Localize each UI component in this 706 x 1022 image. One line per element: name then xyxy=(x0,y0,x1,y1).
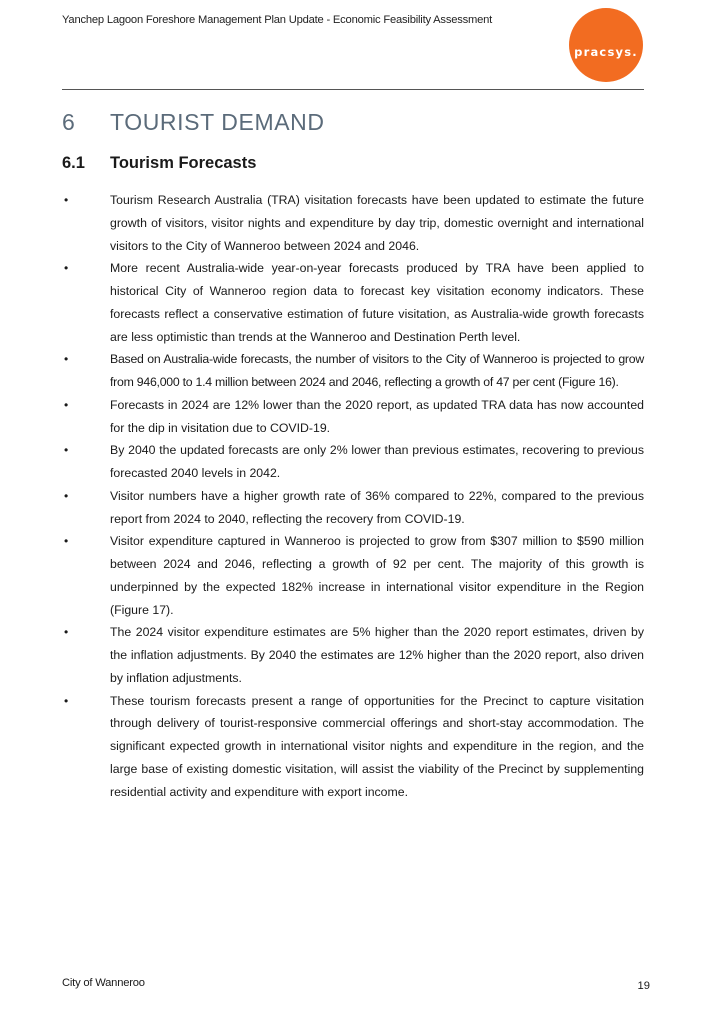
bullet-icon: • xyxy=(64,193,69,207)
bullet-text: Visitor expenditure captured in Wanneroo is projected to grow from $307 million to $590 million between 2024 and 2046, reflecting a growth of 92 per cent. The majority of this growth is underpinned by the expected 182% increase in international visitor expenditure in the Region (Figure 17). xyxy=(110,534,644,617)
chapter-number: 6 xyxy=(62,109,76,135)
header-divider xyxy=(62,89,644,90)
list-item xyxy=(62,189,644,257)
bullet-text: Visitor numbers have a higher growth rate of 36% compared to 22%, compared to the previous report from 2024 to 2040, reflecting the recovery from COVID-19. xyxy=(110,488,644,526)
section-number: 6.1 xyxy=(62,154,85,172)
bullet-text: Tourism Research Australia (TRA) visitation forecasts have been updated to estimate the future growth of visitors, visitor nights and expenditure by day trip, domestic overnight and international visitors to the City of Wanneroo between 2024 and 2046. xyxy=(110,193,644,253)
chapter-title: TOURIST DEMAND xyxy=(110,109,325,135)
pracsys-logo xyxy=(569,8,643,82)
bullet-icon: • xyxy=(64,625,69,640)
bullet-icon: • xyxy=(64,534,69,549)
bullet-icon: • xyxy=(64,443,69,458)
document-header-title: Yanchep Lagoon Foreshore Management Plan Update - Economic Feasibility Assessment xyxy=(62,14,493,26)
section-title: Tourism Forecasts xyxy=(110,154,257,172)
list-item xyxy=(62,485,644,531)
section-heading xyxy=(62,154,256,173)
bullet-icon: • xyxy=(64,352,69,367)
bullet-icon: • xyxy=(64,488,69,503)
list-item xyxy=(62,394,644,440)
bullet-text: Based on Australia-wide forecasts, the number of visitors to the City of Wanneroo is projected to grow from 946,000 to 1.4 million between 2024 and 2046, reflecting a growth of 47 per cent (Figure 16). xyxy=(110,352,644,389)
list-item xyxy=(62,257,644,348)
list-item xyxy=(62,439,644,485)
footer-organisation: City of Wanneroo xyxy=(62,977,145,989)
bullet-text: Forecasts in 2024 are 12% lower than the 2020 report, as updated TRA data has now accounted for the dip in visitation due to COVID-19. xyxy=(110,397,644,435)
bullet-text: By 2040 the updated forecasts are only 2% lower than previous estimates, recovering to previous forecasted 2040 levels in 2042. xyxy=(110,443,644,480)
page-number: 19 xyxy=(637,980,650,992)
logo-text: pracsys. xyxy=(574,45,638,59)
list-item xyxy=(62,690,644,804)
bullet-icon: • xyxy=(64,397,69,412)
bullet-icon: • xyxy=(64,693,69,708)
bullet-text: These tourism forecasts present a range of opportunities for the Precinct to capture visitation through delivery of tourist-responsive commercial offerings and short-stay accommodation. The significant expected growth in international visitor nights and expenditure in the region, and the large base of existing domestic visitation, will assist the viability of the Precinct by supplementing residential activity and expenditure with export income. xyxy=(110,693,644,799)
bullet-text: The 2024 visitor expenditure estimates are 5% higher than the 2020 report estimates, driven by the inflation adjustments. By 2040 the estimates are 12% higher than the 2020 report, also driven by inflation adjustments. xyxy=(110,625,644,685)
list-item xyxy=(62,348,644,394)
bullet-icon: • xyxy=(64,261,69,276)
chapter-heading xyxy=(62,109,325,136)
list-item xyxy=(62,621,644,689)
list-item xyxy=(62,530,644,621)
bullet-list xyxy=(62,189,644,803)
bullet-text: More recent Australia-wide year-on-year forecasts produced by TRA have been applied to historical City of Wanneroo region data to forecast key visitation economy indicators. These forecasts reflect a conservative estimation of future visitation, as Australia-wide growth forecasts are less optimistic than trends at the Wanneroo and Destination Perth level. xyxy=(110,261,644,344)
